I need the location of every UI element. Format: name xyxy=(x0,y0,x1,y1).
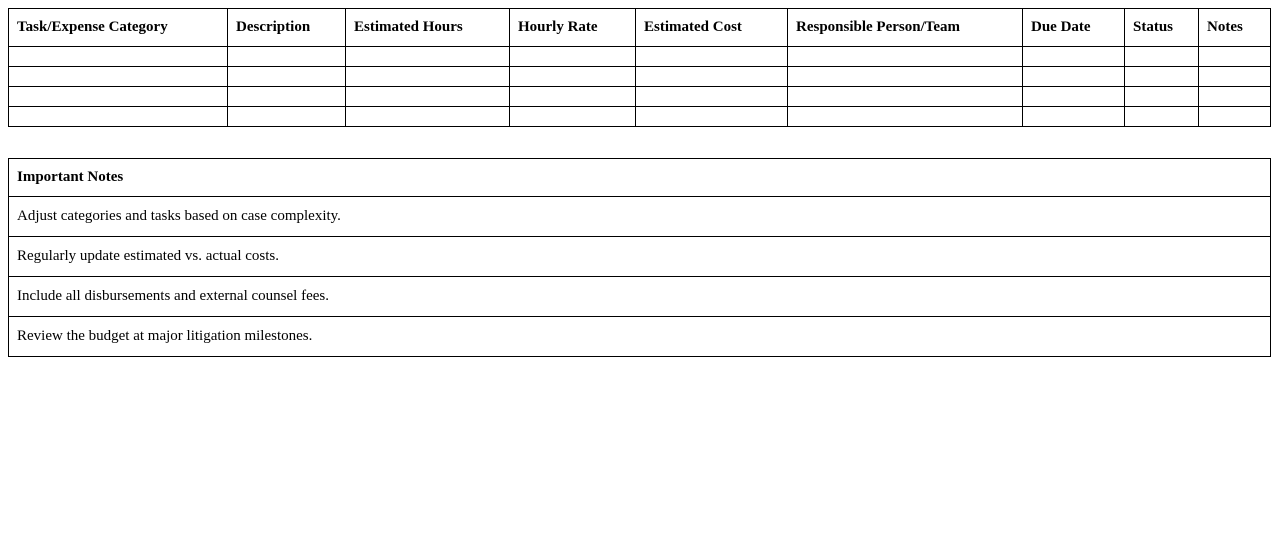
cell-hourly-rate[interactable] xyxy=(510,107,636,127)
column-header-status: Status xyxy=(1125,9,1199,47)
cell-hourly-rate[interactable] xyxy=(510,47,636,67)
cell-task-expense-category[interactable] xyxy=(9,47,228,67)
cell-task-expense-category[interactable] xyxy=(9,67,228,87)
cell-due-date[interactable] xyxy=(1023,67,1125,87)
cell-estimated-cost[interactable] xyxy=(636,107,788,127)
cell-description[interactable] xyxy=(228,107,346,127)
cell-notes[interactable] xyxy=(1199,87,1271,107)
cell-description[interactable] xyxy=(228,67,346,87)
cell-due-date[interactable] xyxy=(1023,47,1125,67)
list-item xyxy=(9,317,1271,357)
cell-status[interactable] xyxy=(1125,87,1199,107)
cell-responsible-person-team[interactable] xyxy=(788,87,1023,107)
list-item xyxy=(9,237,1271,277)
cell-status[interactable] xyxy=(1125,47,1199,67)
cell-responsible-person-team[interactable] xyxy=(788,107,1023,127)
table-row xyxy=(9,107,1271,127)
note-text: Review the budget at major litigation milestones. xyxy=(9,317,1271,357)
cell-description[interactable] xyxy=(228,47,346,67)
column-header-important-notes: Important Notes xyxy=(9,159,1271,197)
cell-status[interactable] xyxy=(1125,67,1199,87)
cell-task-expense-category[interactable] xyxy=(9,107,228,127)
column-header-estimated-hours: Estimated Hours xyxy=(346,9,510,47)
cell-responsible-person-team[interactable] xyxy=(788,47,1023,67)
cell-notes[interactable] xyxy=(1199,67,1271,87)
cell-hourly-rate[interactable] xyxy=(510,87,636,107)
table-row xyxy=(9,47,1271,67)
cell-description[interactable] xyxy=(228,87,346,107)
list-item xyxy=(9,197,1271,237)
cell-estimated-cost[interactable] xyxy=(636,87,788,107)
cell-estimated-hours[interactable] xyxy=(346,87,510,107)
cell-estimated-cost[interactable] xyxy=(636,67,788,87)
column-header-description: Description xyxy=(228,9,346,47)
cell-hourly-rate[interactable] xyxy=(510,67,636,87)
notes-header-row xyxy=(9,159,1271,197)
cell-responsible-person-team[interactable] xyxy=(788,67,1023,87)
cell-estimated-cost[interactable] xyxy=(636,47,788,67)
cell-due-date[interactable] xyxy=(1023,107,1125,127)
cell-notes[interactable] xyxy=(1199,107,1271,127)
cell-task-expense-category[interactable] xyxy=(9,87,228,107)
cell-notes[interactable] xyxy=(1199,47,1271,67)
cell-estimated-hours[interactable] xyxy=(346,47,510,67)
table-row xyxy=(9,87,1271,107)
cell-estimated-hours[interactable] xyxy=(346,107,510,127)
note-text: Regularly update estimated vs. actual costs. xyxy=(9,237,1271,277)
column-header-due-date: Due Date xyxy=(1023,9,1125,47)
cell-estimated-hours[interactable] xyxy=(346,67,510,87)
list-item xyxy=(9,277,1271,317)
litigation-budget-table xyxy=(8,8,1271,127)
column-header-responsible-person-team: Responsible Person/Team xyxy=(788,9,1023,47)
note-text: Include all disbursements and external counsel fees. xyxy=(9,277,1271,317)
column-header-hourly-rate: Hourly Rate xyxy=(510,9,636,47)
column-header-task-expense-category: Task/Expense Category xyxy=(9,9,228,47)
table-row xyxy=(9,67,1271,87)
cell-due-date[interactable] xyxy=(1023,87,1125,107)
column-header-notes: Notes xyxy=(1199,9,1271,47)
cell-status[interactable] xyxy=(1125,107,1199,127)
column-header-estimated-cost: Estimated Cost xyxy=(636,9,788,47)
table-header-row xyxy=(9,9,1271,47)
note-text: Adjust categories and tasks based on case complexity. xyxy=(9,197,1271,237)
important-notes-table xyxy=(8,158,1271,357)
